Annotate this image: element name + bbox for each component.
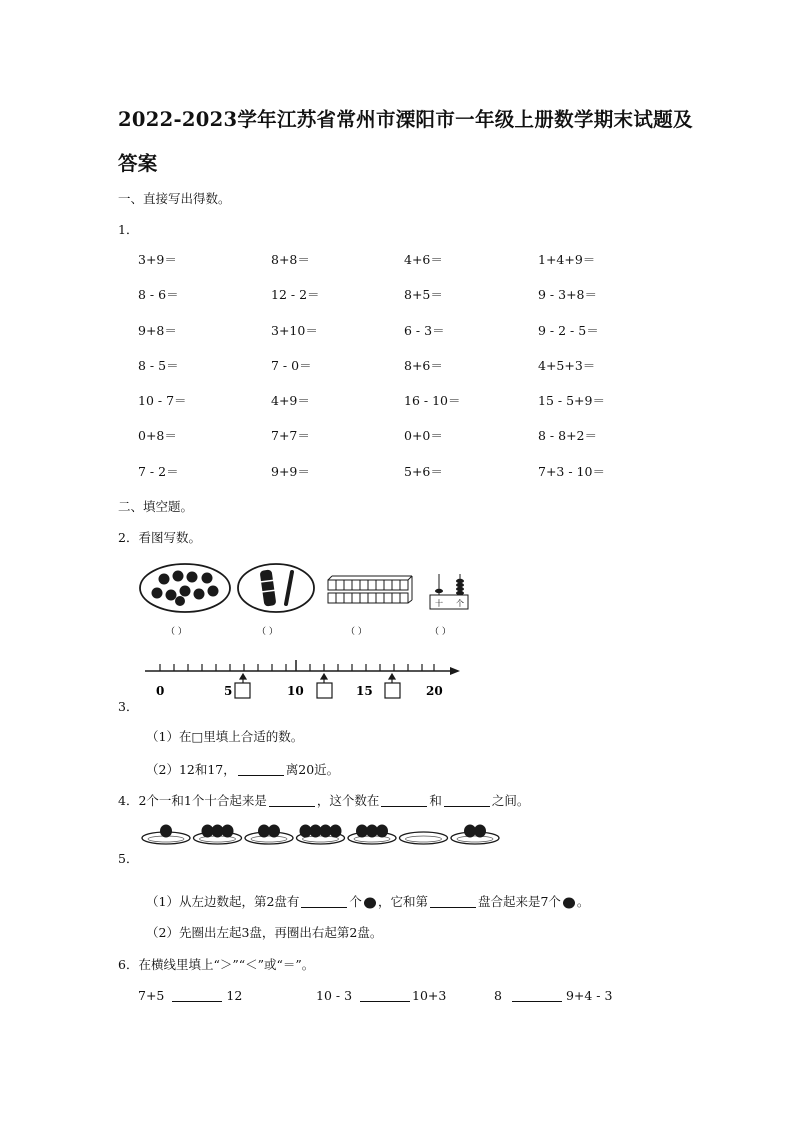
problem: 8+8＝ — [271, 252, 310, 267]
berry-icon — [376, 825, 388, 838]
cubes-group — [328, 576, 412, 603]
answer-blank[interactable] — [269, 794, 315, 807]
q4-part: ，这个数在 — [316, 793, 380, 808]
q3-sub1: （1）在□里填上合适的数。 — [146, 729, 304, 744]
compare-right: 9+4 - 3 — [565, 988, 613, 1003]
arrow-right-icon — [450, 667, 460, 675]
answer-boxes — [235, 683, 400, 698]
q5-part: ，它和第 — [377, 894, 428, 909]
tick-label: 20 — [426, 684, 443, 698]
number-line-ticks — [160, 660, 434, 671]
section2-heading: 二、填空题。 — [118, 499, 194, 514]
q5-part: 个 — [349, 894, 362, 909]
problem: 8 - 5＝ — [138, 357, 179, 373]
tick-label: 5 — [224, 684, 233, 698]
q5-number: 5． — [118, 851, 139, 866]
plate[interactable] — [400, 832, 448, 844]
plate[interactable] — [245, 825, 293, 845]
compare-left: 10 - 3 — [316, 988, 353, 1003]
problem: 9 - 2 - 5＝ — [538, 322, 599, 338]
q4-text — [118, 791, 529, 809]
number-line — [140, 655, 470, 701]
berry-icon — [222, 825, 234, 838]
answer-paren: （ ） — [430, 627, 451, 637]
grid-row — [138, 250, 698, 285]
problem: 15 - 5+9＝ — [538, 393, 605, 409]
q5-sub2: （2）先圈出左起3盘，再圈出右起第2盘。 — [146, 925, 383, 940]
problem: 8+6＝ — [404, 357, 443, 373]
tick-label: 0 — [156, 684, 165, 698]
single-stick-icon — [286, 572, 292, 604]
problem: 1+4+9＝ — [538, 252, 596, 267]
compare-item — [138, 988, 242, 1003]
plates — [142, 825, 499, 845]
compare-left: 8 — [494, 988, 502, 1003]
compare-right: 10+3 — [412, 988, 447, 1003]
answer-blank[interactable] — [512, 989, 562, 1002]
problem: 5+6＝ — [404, 463, 443, 479]
plate[interactable] — [348, 825, 396, 845]
q5-sub1 — [146, 892, 589, 910]
problem: 4+6＝ — [404, 252, 443, 267]
q5-part: 。 — [576, 894, 590, 909]
problem: 3+9＝ — [138, 252, 177, 267]
problem: 7 - 2＝ — [138, 463, 179, 479]
problem: 9 - 3+8＝ — [538, 287, 598, 303]
section1-heading: 一、直接写出得数。 — [118, 191, 231, 206]
problem: 7+3 - 10＝ — [538, 463, 605, 479]
grid-row — [138, 321, 698, 356]
q5-part: 盘合起来是7个 — [477, 894, 561, 909]
grid-row — [138, 356, 698, 391]
answer-paren: （ ） — [346, 627, 367, 637]
berry-icon — [561, 895, 577, 909]
q4-part: 和 — [429, 793, 442, 808]
pointer-arrows — [240, 674, 395, 683]
q3-number: 3． — [118, 699, 139, 714]
grid-row — [138, 426, 698, 461]
answer-box[interactable] — [385, 683, 400, 698]
arithmetic-grid — [138, 250, 698, 497]
plate-inner — [251, 836, 287, 842]
plate[interactable] — [451, 825, 499, 845]
q6-text: 6．在横线里填上“＞”“＜”或“＝”。 — [118, 957, 315, 972]
q4-part: 之间。 — [491, 793, 530, 808]
abacus-icon — [430, 574, 468, 609]
q3-sub2-post: 离20近。 — [285, 762, 340, 777]
problem: 6 - 3＝ — [404, 322, 445, 338]
problem: 8 - 8+2＝ — [538, 428, 598, 444]
grid-row — [138, 285, 698, 320]
abacus-tens-label: 十 — [435, 599, 443, 608]
q4-part: 4．2个一和1个十合起来是 — [118, 793, 267, 808]
plate[interactable] — [297, 825, 345, 845]
apple-icon — [152, 571, 219, 607]
compare-left: 7+5 — [138, 988, 165, 1003]
problem: 7 - 0＝ — [271, 357, 312, 373]
compare-right: 12 — [226, 988, 243, 1003]
apples-group — [140, 564, 230, 612]
answer-blank[interactable] — [360, 989, 410, 1002]
answer-blank[interactable] — [301, 895, 347, 908]
problem: 4+5+3＝ — [538, 357, 596, 373]
problem: 3+10＝ — [271, 322, 318, 338]
plate[interactable] — [194, 825, 242, 845]
grid-row — [138, 391, 698, 426]
problem: 10 - 7＝ — [138, 393, 187, 409]
sticks-group — [238, 564, 314, 612]
answer-blank[interactable] — [430, 895, 476, 908]
answer-box[interactable] — [317, 683, 332, 698]
abacus-ones-label: 个 — [456, 599, 464, 608]
problem: 8+5＝ — [404, 287, 443, 303]
compare-item — [316, 988, 446, 1003]
page-title: 2022-2023学年江苏省常州市溧阳市一年级上册数学期末试题及答案 — [118, 108, 693, 175]
answer-box[interactable] — [235, 683, 250, 698]
plate-inner — [406, 836, 442, 842]
problem: 4+9＝ — [271, 393, 310, 409]
answer-blank[interactable] — [172, 989, 222, 1002]
plate-inner — [457, 836, 493, 842]
problem: 9+8＝ — [138, 322, 177, 338]
berry-icon — [362, 895, 378, 909]
problem: 16 - 10＝ — [404, 393, 461, 409]
stick-bundle-icon — [260, 569, 277, 606]
compare-item — [494, 988, 612, 1003]
tick-label: 10 — [287, 684, 304, 698]
plates-row — [140, 818, 505, 850]
answer-paren: （ ） — [257, 627, 278, 637]
plate[interactable] — [142, 825, 190, 845]
q5-part: （1）从左边数起，第2盘有 — [146, 894, 300, 909]
q2-text: 2．看图写数。 — [118, 530, 201, 545]
q3-sub2 — [146, 760, 339, 778]
q3-sub2-pre: （2）12和17， — [146, 762, 236, 777]
answer-blank[interactable] — [444, 794, 490, 807]
berry-icon — [330, 825, 342, 838]
answer-blank[interactable] — [381, 794, 427, 807]
q2-figures — [130, 560, 490, 642]
tick-label: 15 — [356, 684, 373, 698]
problem: 12 - 2＝ — [271, 287, 320, 303]
grid-row — [138, 462, 698, 497]
problem: 9+9＝ — [271, 463, 310, 479]
q1-number: 1． — [118, 222, 139, 237]
berry-icon — [268, 825, 280, 838]
berry-icon — [474, 825, 486, 838]
problem: 0+0＝ — [404, 428, 443, 444]
problem: 8 - 6＝ — [138, 287, 179, 303]
problem: 0+8＝ — [138, 428, 177, 444]
berry-icon — [160, 825, 172, 838]
problem: 7+7＝ — [271, 428, 310, 444]
answer-paren: （ ） — [166, 627, 187, 637]
answer-blank[interactable] — [238, 763, 284, 776]
